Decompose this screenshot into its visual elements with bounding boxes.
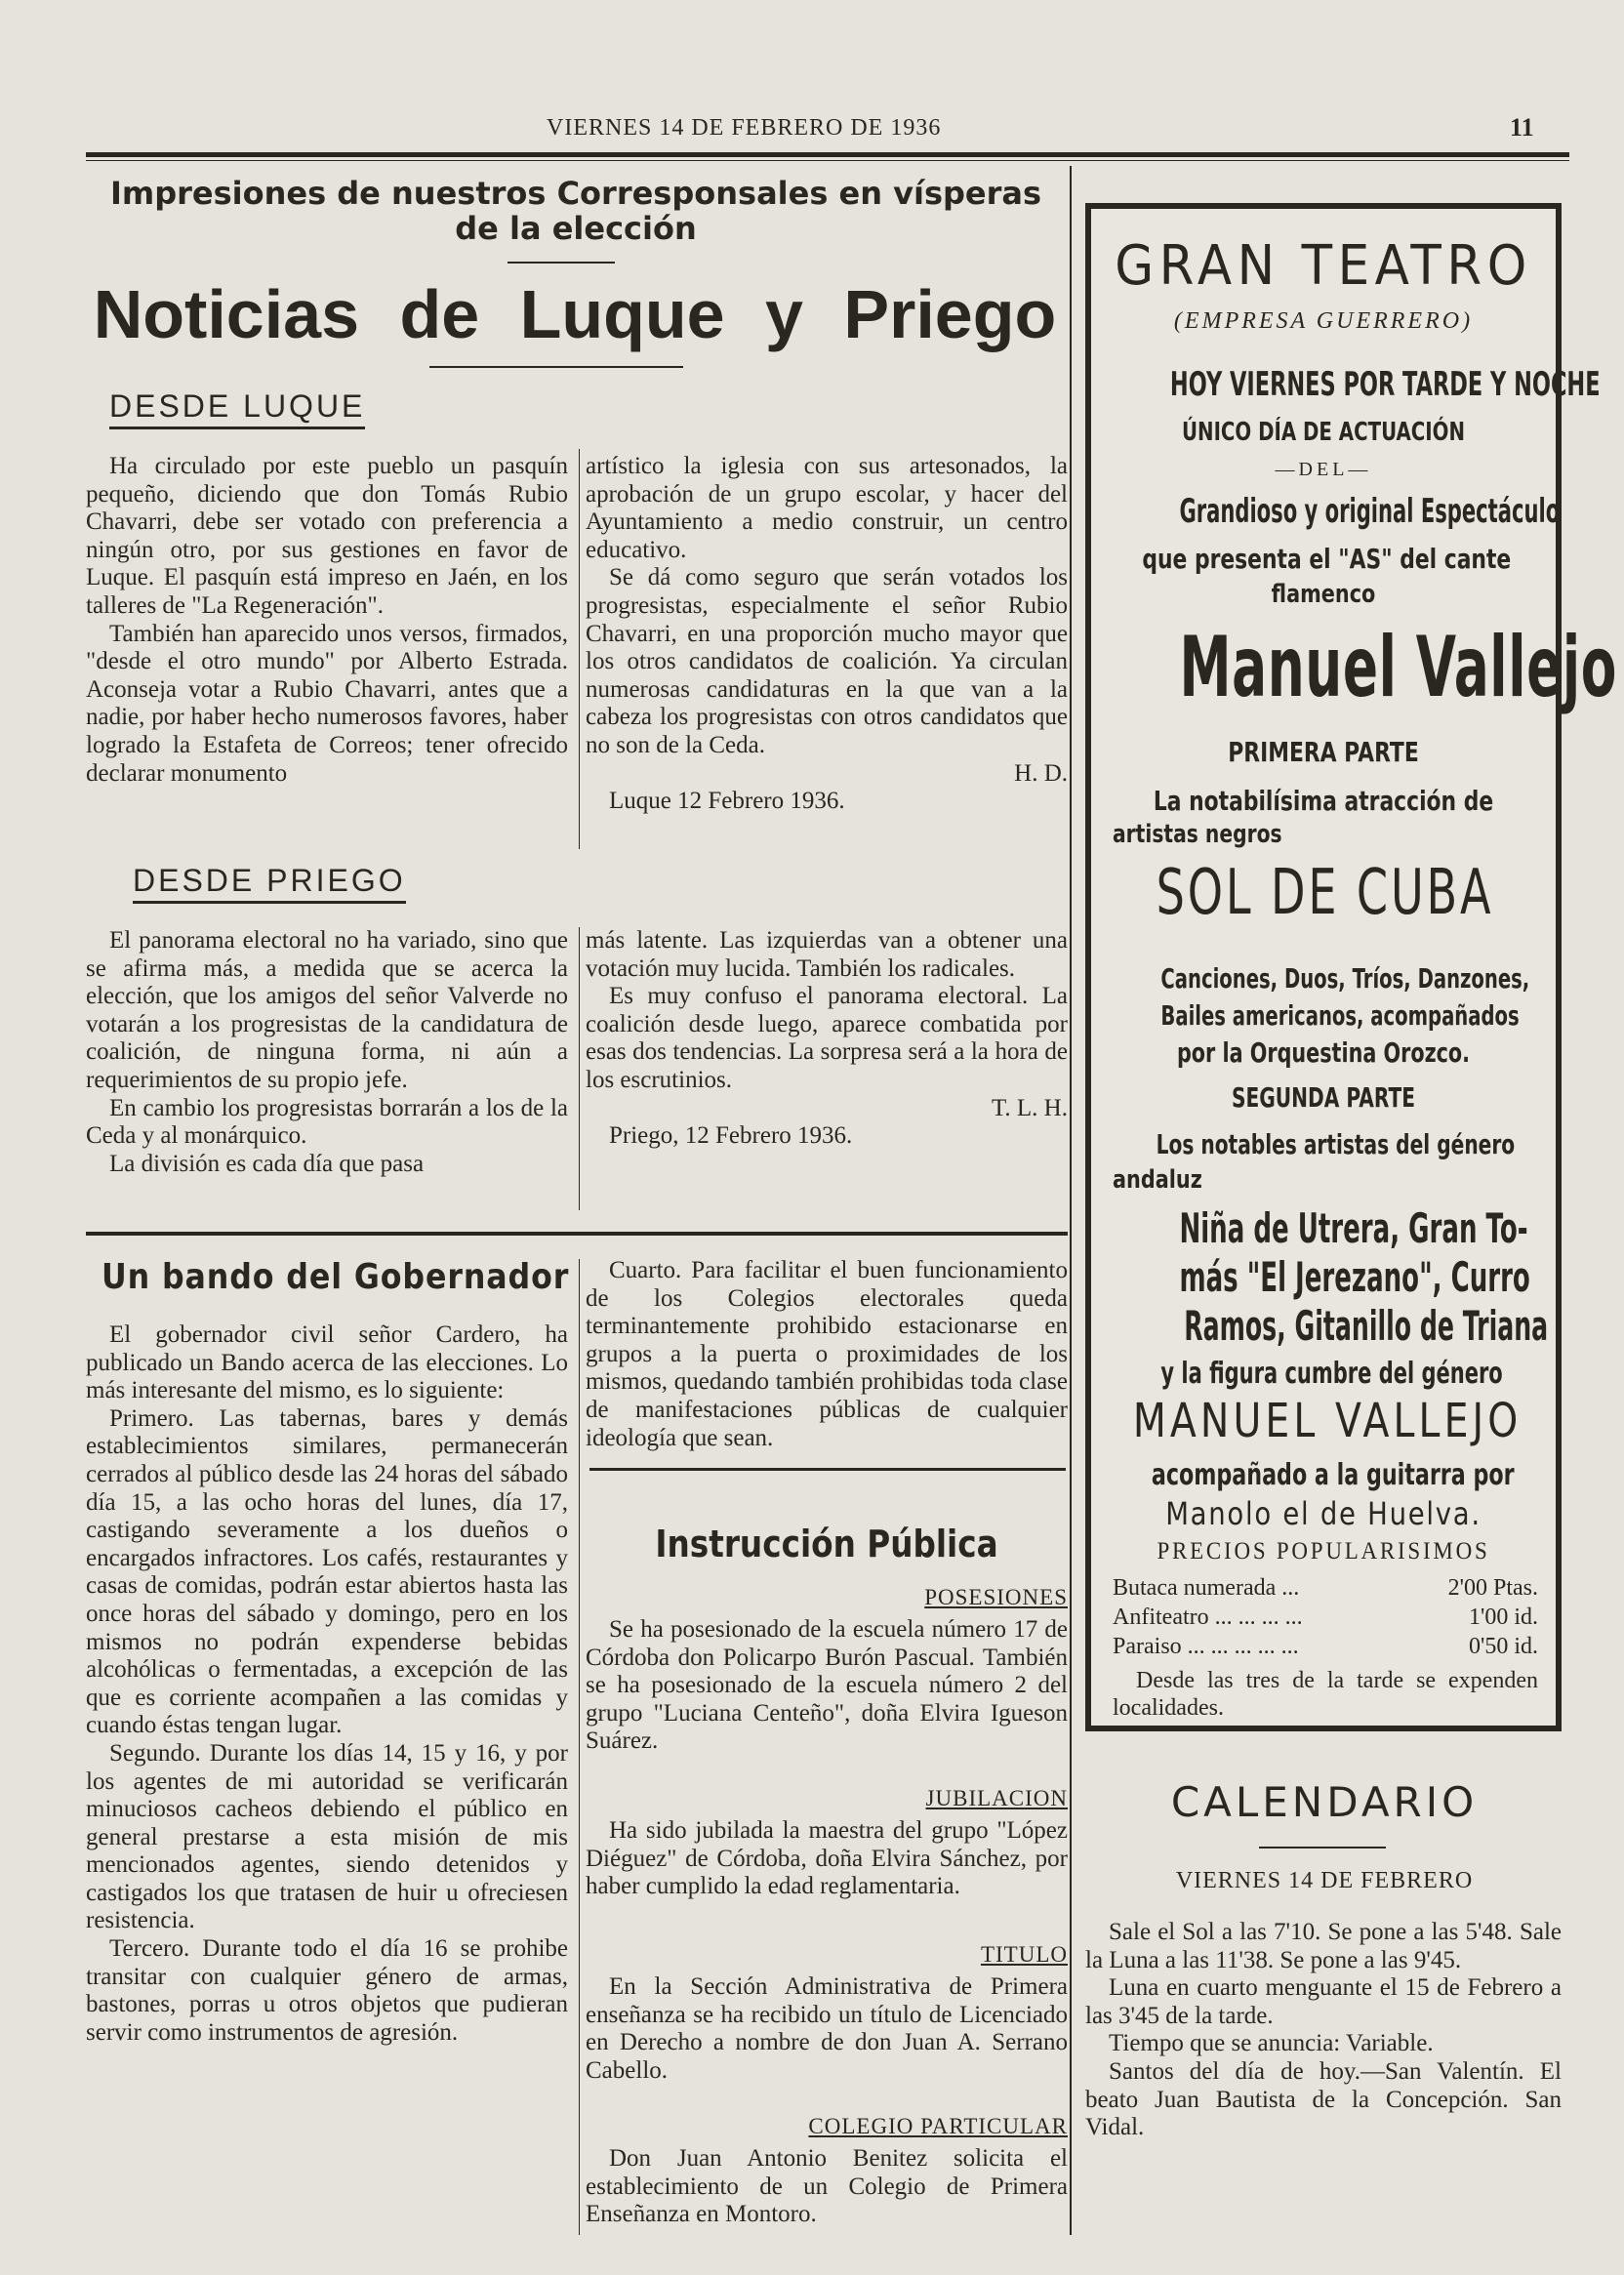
- teatro-title: GRAN TEATRO: [1115, 234, 1532, 298]
- priego-col2: [586, 927, 1068, 1151]
- calendario-rule: [1259, 1847, 1386, 1848]
- priego-heading: [133, 863, 406, 904]
- teatro-line6: flamenco: [1271, 580, 1376, 609]
- instruccion-headline: Instrucción Pública: [655, 1523, 998, 1565]
- calendario-p1: Sale el Sol a las 7'10. Se pone a las 5'48. Sale la Luna a las 11'38. Se pone a las 9'45.: [1085, 1919, 1562, 1973]
- teatro-line2: ÚNICO DÍA DE ACTUACIÓN: [1181, 418, 1466, 447]
- price-label: Anfiteatro ... ... ... ...: [1113, 1605, 1303, 1630]
- headline-rule: [429, 366, 683, 368]
- luque-col2-p2: Se dá como seguro que serán votados los progresistas, especialmente el señor Rubio Chavarri, en una proporción mucho mayor que los otros candidatos de coalición. Ya circulan numerosas candidaturas en la que van a la cabeza los progresistas con otros candidatos que no son de la Ceda.: [586, 564, 1068, 758]
- price-label: Paraiso ... ... ... ... ...: [1113, 1634, 1299, 1659]
- price-label: Butaca numerada ...: [1113, 1575, 1300, 1601]
- price-row: [1113, 1632, 1538, 1661]
- luque-col1-p1: Ha circulado por este pueblo un pasquín pequeño, diciendo que don Tomás Rubio Chavarri, debe ser votado con preferencia a ningún otro, por sus gestiones en favor de Luque. El pasquín está impreso en Jaén, en los talleres de "La Regeneración".: [86, 453, 568, 619]
- teatro-part2-line1: Los notables artistas del género: [1156, 1128, 1516, 1160]
- teatro-guitar-line2: Manolo el de Huelva.: [1165, 1495, 1482, 1532]
- bando-col2: [586, 1257, 1068, 1452]
- bando-p2: Primero. Las tabernas, bares y demás establecimientos similares, permanecerán cerrados al público desde las 24 horas del sábado día 15, a las ocho horas del lunes, día 17, castigando severamente a los dueños o encargados infractores. Los cafés, restaurantes y casas de comidas, podrán estar abiertos hasta las once horas del sábado y domingo, pero en los mismos no podrán expenderse bebidas alcohólicas o fermentadas, a excepción de las que es corriente acompañen a las comidas y cuando éstas tengan lugar.: [86, 1404, 568, 1739]
- teatro-artists-line2: más "El Jerezano", Curro: [1179, 1253, 1530, 1301]
- teatro-prices-heading: PRECIOS POPULARISIMOS: [1157, 1538, 1490, 1564]
- article-headline: Noticias de Luque y Priego: [93, 276, 1057, 352]
- teatro-group-line2: Bailes americanos, acompañados: [1160, 999, 1520, 1032]
- price-value: 0'50 id.: [1469, 1634, 1538, 1659]
- calendario-title: CALENDARIO: [1170, 1778, 1479, 1826]
- column-rule-main: [1070, 166, 1072, 2235]
- teatro-group-line1: Canciones, Duos, Tríos, Danzones,: [1160, 962, 1530, 995]
- teatro-part1-line2: artistas negros: [1113, 820, 1282, 849]
- teatro-artists-line4: y la figura cumbre del género: [1160, 1357, 1503, 1391]
- priego-col2-p2: Es muy confuso el panorama electoral. La coalición desde luego, aparece combatida por esas dos tendencias. La sorpresa será a la hora de los escrutinios.: [586, 983, 1068, 1093]
- luque-dateline: Luque 12 Febrero 1936.: [609, 788, 845, 815]
- priego-signature: T. L. H.: [992, 1094, 1068, 1121]
- priego-col1-p2: En cambio los progresistas borrarán a los de la Ceda y al monárquico.: [86, 1094, 568, 1150]
- teatro-line1: HOY VIERNES POR TARDE Y NOCHE: [1169, 365, 1601, 404]
- calendario-date: VIERNES 14 DE FEBRERO: [1175, 1868, 1474, 1893]
- priego-dateline: Priego, 12 Febrero 1936.: [609, 1122, 853, 1150]
- header-rule-thin: [86, 160, 1569, 161]
- jubilacion-text-block: [586, 1817, 1068, 1901]
- teatro-footer-text: Desde las tres de la tarde se expenden localidades.: [1113, 1668, 1538, 1721]
- luque-col2: [586, 453, 1068, 816]
- teatro-line3: —DEL—: [1275, 459, 1372, 480]
- teatro-group: SOL DE CUBA: [1156, 857, 1494, 929]
- luque-col1: [86, 453, 568, 788]
- posesiones-heading: POSESIONES: [924, 1585, 1068, 1609]
- jubilacion-text: Ha sido jubilada la maestra del grupo "López Diéguez" de Córdoba, doña Elvira Sánchez, por haber cumplido la edad reglamentaria.: [586, 1817, 1068, 1900]
- calendario-p4: Santos del día de hoy.—San Valentín. El beato Juan Bautista de la Concepción. San Vidal.: [1085, 2057, 1562, 2141]
- column-rule-luque: [579, 449, 580, 849]
- teatro-part2-line2: andaluz: [1113, 1165, 1202, 1195]
- teatro-group-line3: por la Orquestina Orozco.: [1176, 1036, 1471, 1069]
- teatro-line4: Grandioso y original Espectáculo: [1179, 492, 1561, 531]
- bando-col1: [86, 1321, 568, 2047]
- page-date-line: VIERNES 14 DE FEBRERO DE 1936: [547, 115, 942, 141]
- posesiones-text: Se ha posesionado de la escuela número 17 de Córdoba don Policarpo Burón Pascual. También se ha posesionado de la escuela número 2 del grupo "Luciana Centeño", doña Elvira Igueson Suárez.: [586, 1616, 1068, 1755]
- bando-p3: Segundo. Durante los días 14, 15 y 16, y por los agentes de mi autoridad se verificarán minuciosos cacheos debiendo el público en general prestarse a esta misión de mis mencionados agentes, siendo detenidos y castigados los que tratasen de huir u ofreciesen resistencia.: [86, 1739, 568, 1934]
- priego-col1-p3: La división es cada día que pasa: [109, 1150, 425, 1177]
- titulo-heading: TITULO: [980, 1942, 1068, 1967]
- luque-heading: [109, 388, 365, 429]
- article-kicker-line1: Impresiones de nuestros Corresponsales en vísperas: [109, 175, 1042, 212]
- jubilacion-heading: JUBILACION: [925, 1786, 1068, 1810]
- luque-signature: H. D.: [1014, 759, 1068, 787]
- colegio-heading: COLEGIO PARTICULAR: [808, 2114, 1068, 2138]
- teatro-artists-line1: Niña de Utrera, Gran To-: [1179, 1204, 1528, 1252]
- price-value: 2'00 Ptas.: [1447, 1575, 1538, 1601]
- teatro-prices-table: [1113, 1573, 1538, 1661]
- bando-divider: [589, 1468, 1066, 1471]
- article-kicker: [88, 176, 1064, 246]
- titulo-text: En la Sección Administrativa de Primera enseñanza se ha recibido un título de Licenciado en Derecho a nombre de don Juan A. Serrano Cabello.: [586, 1973, 1068, 2084]
- luque-col2-p1: artístico la iglesia con sus artesonados, la aprobación de un grupo escolar, y hacer del Ayuntamiento a medio construir, un centro educativo.: [586, 453, 1068, 563]
- calendario-p2: Luna en cuarto menguante el 15 de Febrero a las 3'45 de la tarde.: [1085, 1974, 1562, 2029]
- bando-col2-p1: Cuarto. Para facilitar el buen funcionamiento de los Colegios electorales queda terminantemente prohibido estacionarse en grupos a la puerta o proximidades de los mismos, quedando también prohibidas toda clase de manifestaciones públicas de cualquier ideología que sean.: [586, 1257, 1068, 1451]
- colegio-text-block: [586, 2145, 1068, 2229]
- teatro-company: (EMPRESA GUERRERO): [1173, 308, 1474, 334]
- priego-col2-p1: más latente. Las izquierdas van a obtener una votación muy lucida. También los radicales.: [586, 927, 1068, 982]
- titulo-text-block: [586, 1973, 1068, 2085]
- teatro-star: Manuel Vallejo: [1179, 619, 1618, 716]
- teatro-footer: [1113, 1667, 1538, 1722]
- price-row: [1113, 1603, 1538, 1632]
- header-rule: [86, 152, 1569, 157]
- teatro-line5: que presenta el "AS" del cante: [1142, 543, 1512, 575]
- priego-heading-text: DESDE PRIEGO: [133, 863, 406, 904]
- teatro-artists-line3: Ramos, Gitanillo de Triana: [1184, 1302, 1549, 1350]
- teatro-ad-box: [1085, 203, 1618, 1731]
- teatro-guitar-line1: acompañado a la guitarra por: [1151, 1458, 1515, 1492]
- bando-headline: Un bando del Gobernador: [102, 1257, 570, 1297]
- priego-col1: [86, 927, 568, 1178]
- bando-p1: El gobernador civil señor Cardero, ha publicado un Bando acerca de las elecciones. Lo más interesante del mismo, es lo siguiente:: [86, 1321, 568, 1404]
- priego-col1-p1: El panorama electoral no ha variado, sino que se afirma más, a medida que se acerca la elección, que los amigos del señor Valverde no votarán a los progresistas de la candidatura de coalición, de ninguna forma, ni aún a requerimientos de su propio jefe.: [86, 927, 568, 1093]
- price-row: [1113, 1573, 1538, 1603]
- teatro-part2: SEGUNDA PARTE: [1231, 1081, 1416, 1114]
- luque-col1-p2: También han aparecido unos versos, firmados, "desde el otro mundo" por Alberto Estrada. Aconseja votar a Rubio Chavarri, antes que a nadie, por haber hecho numerosos favores, haber logrado la Estafeta de Correos; tener ofrecido declarar monumento: [86, 620, 568, 787]
- colegio-text: Don Juan Antonio Benitez solicita el establecimiento de un Colegio de Primera Enseñanza en Montoro.: [586, 2145, 1068, 2228]
- luque-heading-text: DESDE LUQUE: [109, 388, 365, 429]
- teatro-star2: MANUEL VALLEJO: [1132, 1394, 1522, 1448]
- price-value: 1'00 id.: [1469, 1605, 1538, 1630]
- teatro-part1-line1: La notabilísima atracción de: [1153, 785, 1494, 817]
- article-kicker-line2: de la elección: [455, 210, 697, 247]
- page-number: 11: [1510, 113, 1534, 142]
- kicker-rule: [508, 262, 615, 264]
- calendario-p3: Tiempo que se anuncia: Variable.: [1109, 2030, 1434, 2057]
- teatro-part1: PRIMERA PARTE: [1228, 736, 1419, 768]
- column-rule-bando: [579, 1259, 580, 2235]
- posesiones-text-block: [586, 1616, 1068, 1756]
- bando-p4: Tercero. Durante todo el día 16 se prohibe transitar con cualquier género de armas, bastones, porras u otros objetos que pudieran servir como instrumentos de agresión.: [86, 1935, 568, 2046]
- calendario-text: [1085, 1919, 1562, 2142]
- column-rule-priego: [579, 927, 580, 1210]
- article-bottom-rule: [86, 1232, 1068, 1236]
